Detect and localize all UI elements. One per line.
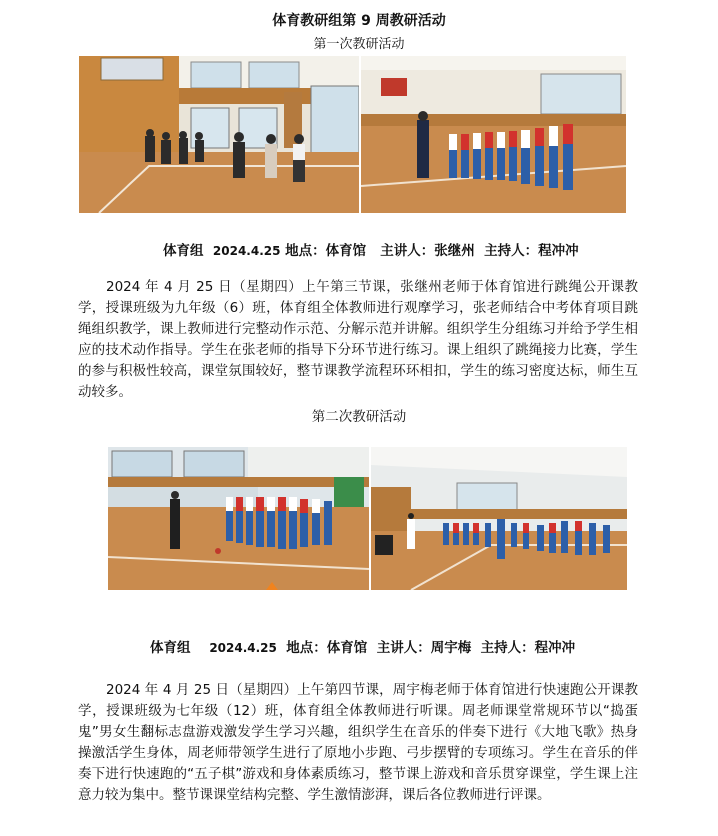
- page-title: 体育教研组第 9 周教研活动: [272, 13, 446, 29]
- section1-location-speakers: 地点：体育馆 主讲人：张继州 主持人：程冲冲: [280, 243, 579, 259]
- section1-group: 体育组: [163, 243, 204, 259]
- section1-date: 2024.4.25: [212, 244, 281, 258]
- photo-running-drill: [371, 447, 627, 590]
- section1-paragraph: [78, 277, 638, 403]
- photo-teachers-observing: [79, 56, 359, 213]
- section1-info-line: [163, 239, 579, 259]
- section2-info-line: [150, 636, 575, 656]
- section2-paragraph-text: 2024 年 4 月 25 日（星期四）上午第四节课，周宇梅老师于体育馆进行快速跑公开课教学，授课班级为七年级（12）班，体育组全体教师进行听课。周老师课堂常规环节以“捣蛋鬼”男女生翻标志盘游戏激发学生学习兴趣，组织学生在音乐的伴奏下进行《大地飞歌》热身操激活学生身体，周老师带领学生进行了原地小步跑、弓步摆臂的专项练习。学生在音乐的伴奏下进行快速跑的“五子棋”游戏和身体素质练习，整节课上游戏和音乐贯穿课堂，学生课上注意力较为集中。整节课课堂结构完整、学生激情澎湃，课后各位教师进行评课。: [78, 682, 638, 803]
- section2-heading: 第二次教研活动: [311, 409, 407, 425]
- photo-students-lineup: [361, 56, 626, 213]
- section1-heading: 第一次教研活动: [313, 37, 405, 52]
- section2-location-speakers: 地点：体育馆 主讲人：周宇梅 主持人：程冲冲: [276, 640, 576, 656]
- section2-date: 2024.4.25: [209, 641, 277, 655]
- section2-paragraph: [78, 680, 638, 806]
- section1-paragraph-text: 2024 年 4 月 25 日（星期四）上午第三节课，张继州老师于体育馆进行跳绳公开课教学，授课班级为九年级（6）班，体育组全体教师进行观摩学习，张老师结合中考体育项目跳绳组织教学，课上教师进行完整动作示范、分解示范并讲解。组织学生分组练习并给予学生相应的技术动作指导。学生在张老师的指导下分环节进行练习。课上组织了跳绳接力比赛，学生的参与积极性较高，课堂氛围较好，整节课教学流程环环相扣，学生的练习密度达标，师生互动较多。: [78, 279, 638, 400]
- section2-group: 体育组: [150, 640, 191, 656]
- photo-class-lineup: [108, 447, 369, 590]
